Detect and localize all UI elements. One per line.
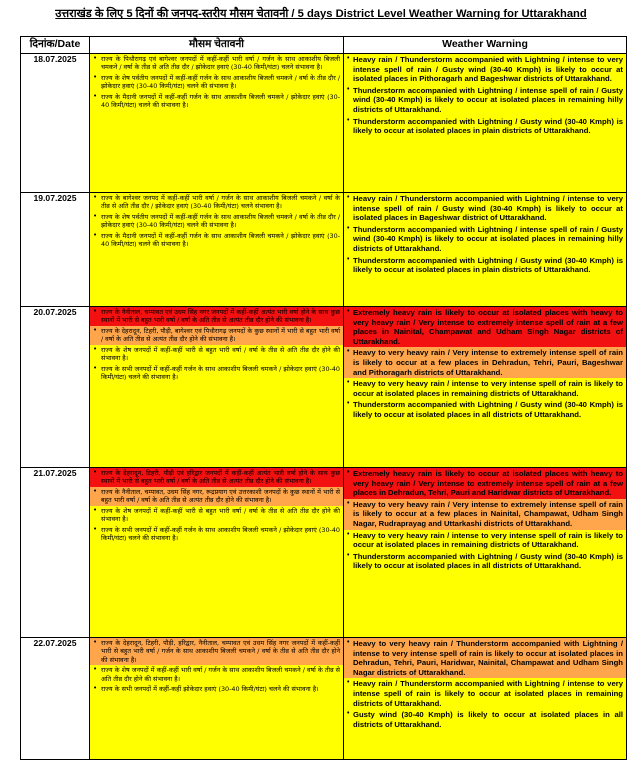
english-warning-item: • Extremely heavy rain is likely to occur at isolated places with heavy to very heavy rain / Very intense to extremely intense spell of rain at a few places in Dehradun, Tehri, Pauri and Haridwar districts of Uttarakhand. (344, 468, 626, 499)
english-warning-item: • Heavy to very heavy rain / Very intense to extremely intense spell of rain is likely to occur at a few places in Nainital, Champawat, Udham Singh Nagar, Rudraprayag and Uttarkashi districts of Uttarakhand. (344, 499, 626, 530)
english-warning-item: • Heavy to very heavy rain / intense to very intense spell of rain is likely to occur at isolated places in remaining districts of Uttarakhand. (344, 378, 626, 399)
hindi-warning-item: • राज्य के मैदानी जनपदों में कहीं-कहीं गर्जन के साथ आकाशीय बिजली चमकने / झोकेदार हवाएं (30-40 किमी/घंटा) चलने की संभावना है। (90, 231, 343, 250)
hindi-warning-item: • राज्य के देहरादून, टिहरी, पौड़ी, हरिद्वार, नैनीताल, चम्पावत एवं उधम सिंह नगर जनपदों में कहीं-कहीं भारी से बहुत भारी वर्षा / गर्जन के साथ आकाशीय बिजली चमकने / वर्षा के तीव्र से अति तीव्र दौर होने की संभावना है। (90, 638, 343, 665)
english-warning-cell (344, 468, 627, 638)
english-warning-item: • Extremely heavy rain is likely to occur at isolated places with heavy to very heavy rain / Very intense to extremely intense spell of rain at a few places in Nainital, Champawat and Udham Singh Nagar districts of Uttarakhand. (344, 307, 626, 347)
row-date: 19.07.2025 (21, 193, 90, 307)
hindi-warning-cell (90, 468, 344, 638)
english-warning-item: • Heavy rain / Thunderstorm accompanied with Lightning / intense to very intense spell of rain / Gusty wind (30-40 Kmph) is likely to occur at isolated places in Pithoragarh and Bageshwar districts of Uttarakhand. (344, 54, 626, 85)
hindi-warning-item: • राज्य के शेष जनपदों में कहीं-कहीं भारी से बहुत भारी वर्षा / वर्षा के तीव्र से अति तीव्र दौर होने की संभावना है। (90, 345, 343, 364)
hindi-warning-item: • राज्य के सभी जनपदों में कहीं-कहीं झोकेदार हवाएं (30-40 किमी/घंटा) चलने की संभावना है। (90, 684, 343, 694)
hindi-warning-item: • राज्य के पिथौरागढ़ एवं बागेश्वर जनपदों में कहीं-कहीं भारी वर्षा / गर्जन के साथ आकाशीय बिजली चमकने / वर्षा के तीव्र से अति तीव्र दौर / झोकेदार हवाएं (30-40 किमी/घंटा) चलने संभावना है। (90, 54, 343, 73)
row-date: 20.07.2025 (21, 307, 90, 468)
english-warning-item: • Heavy rain / Thunderstorm accompanied with Lightning / intense to very intense spell of rain / Gusty wind (30-40 Kmph) is likely to occur at isolated places in Bageshwar district of Uttarakhand. (344, 193, 626, 224)
hindi-warning-item: • राज्य के देहरादून, टिहरी, पौड़ी, बागेश्वर एवं पिथौरागढ़ जनपदों के कुछ स्थानों में भारी से बहुत भारी वर्षा / वर्षा के अति तीव्र से अत्यंत तीव्र दौर होने की संभावना है। (90, 326, 343, 345)
table-row (21, 54, 627, 193)
english-warning-item: • Heavy to very heavy rain / Very intense to extremely intense spell of rain is likely to occur at a few places in Dehradun, Tehri, Pauri, Bageshwar and Pithoragarh districts of Uttarakhand. (344, 347, 626, 378)
row-date: 18.07.2025 (21, 54, 90, 193)
table-row (21, 638, 627, 760)
hindi-warning-item: • राज्य के सभी जनपदों में कहीं-कहीं गर्जन के साथ आकाशीय बिजली चमकने / झोकेदार हवाएं (30-40 किमी/घंटा) चलने की संभावना है। (90, 525, 343, 544)
hindi-warning-item: • राज्य के बागेश्वर जनपद में कहीं-कहीं भारी वर्षा / गर्जन के साथ आकाशीय बिजली चमकने / वर्षा के तीव्र से अति तीव्र दौर / झोकेदार हवाएं (30-40 किमी/घंटा) चलने संभावना है। (90, 193, 343, 212)
english-warning-item: • Gusty wind (30-40 Kmph) is likely to occur at isolated places in all districts of Uttarakhand. (344, 709, 626, 730)
warning-table (20, 36, 627, 760)
english-warning-cell (344, 193, 627, 307)
hindi-warning-item: • राज्य के नैनीताल, चम्पावत एवं उधम सिंह नगर जनपदों में कहीं-कहीं अत्यंत भारी वर्षा होने के साथ कुछ स्थानों में भारी से बहुत भारी वर्षा / वर्षा के अति तीव्र से अत्यंत तीव्र दौर होने की संभावना है। (90, 307, 343, 326)
row-date: 22.07.2025 (21, 638, 90, 760)
hindi-warning-item: • राज्य के शेष पर्वतीय जनपदों में कहीं-कहीं गर्जन के साथ आकाशीय बिजली चमकने / वर्षा के तीव्र दौर / झोकेदार हवाएं (30-40 किमी/घंटा) चलने की संभावना है। (90, 73, 343, 92)
english-warning-item: • Thunderstorm accompanied with Lightning / intense spell of rain / Gusty wind (30-40 Kmph) is likely to occur at isolated places in remaining hilly districts of Uttarakhand. (344, 224, 626, 255)
hindi-warning-item: • राज्य के सभी जनपदों में कहीं-कहीं गर्जन के साथ आकाशीय बिजली चमकने / झोकेदार हवाएं (30-40 किमी/घंटा) चलने की संभावना है। (90, 364, 343, 383)
header-english: Weather Warning (344, 37, 627, 54)
row-date: 21.07.2025 (21, 468, 90, 638)
hindi-warning-cell (90, 54, 344, 193)
header-date: दिनांक/Date (21, 37, 90, 54)
hindi-warning-item: • राज्य के नैनीताल, चम्पावत, उधम सिंह नगर, रूद्रप्रयाग एवं उत्तरकाशी जनपदों के कुछ स्थानों में भारी से बहुत भारी वर्षा / वर्षा के अति तीव्र से अत्यंत तीव्र दौर होने की संभावना है। (90, 487, 343, 506)
table-row (21, 468, 627, 638)
english-warning-item: • Heavy to very heavy rain / intense to very intense spell of rain is likely to occur at isolated places in remaining districts of Uttarakhand. (344, 530, 626, 551)
hindi-warning-cell (90, 307, 344, 468)
hindi-warning-cell (90, 193, 344, 307)
hindi-warning-item: • राज्य के शेष जनपदों में कहीं-कहीं भारी से बहुत भारी वर्षा / वर्षा के तीव्र से अति तीव्र दौर होने की संभावना है। (90, 506, 343, 525)
english-warning-cell (344, 307, 627, 468)
header-hindi: मौसम चेतावनी (90, 37, 344, 54)
english-warning-item: • Thunderstorm accompanied with Lightning / Gusty wind (30-40 Kmph) is likely to occur at isolated places in all districts of Uttarakhand. (344, 551, 626, 572)
header-row (21, 37, 627, 54)
table-row (21, 307, 627, 468)
hindi-warning-item: • राज्य के शेष पर्वतीय जनपदों में कहीं-कहीं गर्जन के साथ आकाशीय बिजली चमकने / वर्षा के तीव्र दौर / झोकेदार हवाएं (30-40 किमी/घंटा) चलने की संभावना है। (90, 212, 343, 231)
hindi-warning-item: • राज्य के मैदानी जनपदों में कहीं-कहीं गर्जन के साथ आकाशीय बिजली चमकने / झोकेदार हवाएं (30-40 किमी/घंटा) चलने की संभावना है। (90, 92, 343, 111)
hindi-warning-item: • राज्य के शेष जनपदों में कहीं-कहीं भारी वर्षा / गर्जन के साथ आकाशीय बिजली चमकने / वर्षा के तीव्र से अति तीव्र दौर होने की संभावना है। (90, 665, 343, 684)
english-warning-item: • Heavy rain / Thunderstorm accompanied with Lightning / intense to very intense spell of rain is likely to occur at isolated places in remaining districts of Uttarakhand. (344, 678, 626, 709)
english-warning-item: • Thunderstorm accompanied with Lightning / Gusty wind (30-40 Kmph) is likely to occur at isolated places in plain districts of Uttarakhand. (344, 116, 626, 137)
page-title: उत्तराखंड के लिए 5 दिनों की जनपद-स्तरीय मौसम चेतावनी / 5 days District Level Weather Warning for Uttarakhand (55, 8, 587, 20)
english-warning-item: • Thunderstorm accompanied with Lightning / intense spell of rain / Gusty wind (30-40 Kmph) is likely to occur at isolated places in remaining hilly districts of Uttarakhand. (344, 85, 626, 116)
english-warning-cell (344, 54, 627, 193)
hindi-warning-cell (90, 638, 344, 760)
table-row (21, 193, 627, 307)
hindi-warning-item: • राज्य के देहरादून, टिहरी, पौड़ी एवं हरिद्वार जनपदों में कहीं-कहीं अत्यंत भारी वर्षा होने के साथ कुछ स्थानों में भारी से बहुत भारी वर्षा / वर्षा के अति तीव्र से अत्यंत तीव्र दौर होने की संभावना है। (90, 468, 343, 487)
english-warning-item: • Heavy to very heavy rain / Thunderstorm accompanied with Lightning / intense to very intense spell of rain is likely to occur at isolated places in Dehradun, Tehri, Pauri, Haridwar, Nainital, Champawat and Udham Singh Nagar districts of Uttarakhand. (344, 638, 626, 678)
english-warning-item: • Thunderstorm accompanied with Lightning / Gusty wind (30-40 Kmph) is likely to occur at isolated places in plain districts of Uttarakhand. (344, 255, 626, 276)
english-warning-cell (344, 638, 627, 760)
english-warning-item: • Thunderstorm accompanied with Lightning / Gusty wind (30-40 Kmph) is likely to occur at isolated places in all districts of Uttarakhand. (344, 399, 626, 420)
